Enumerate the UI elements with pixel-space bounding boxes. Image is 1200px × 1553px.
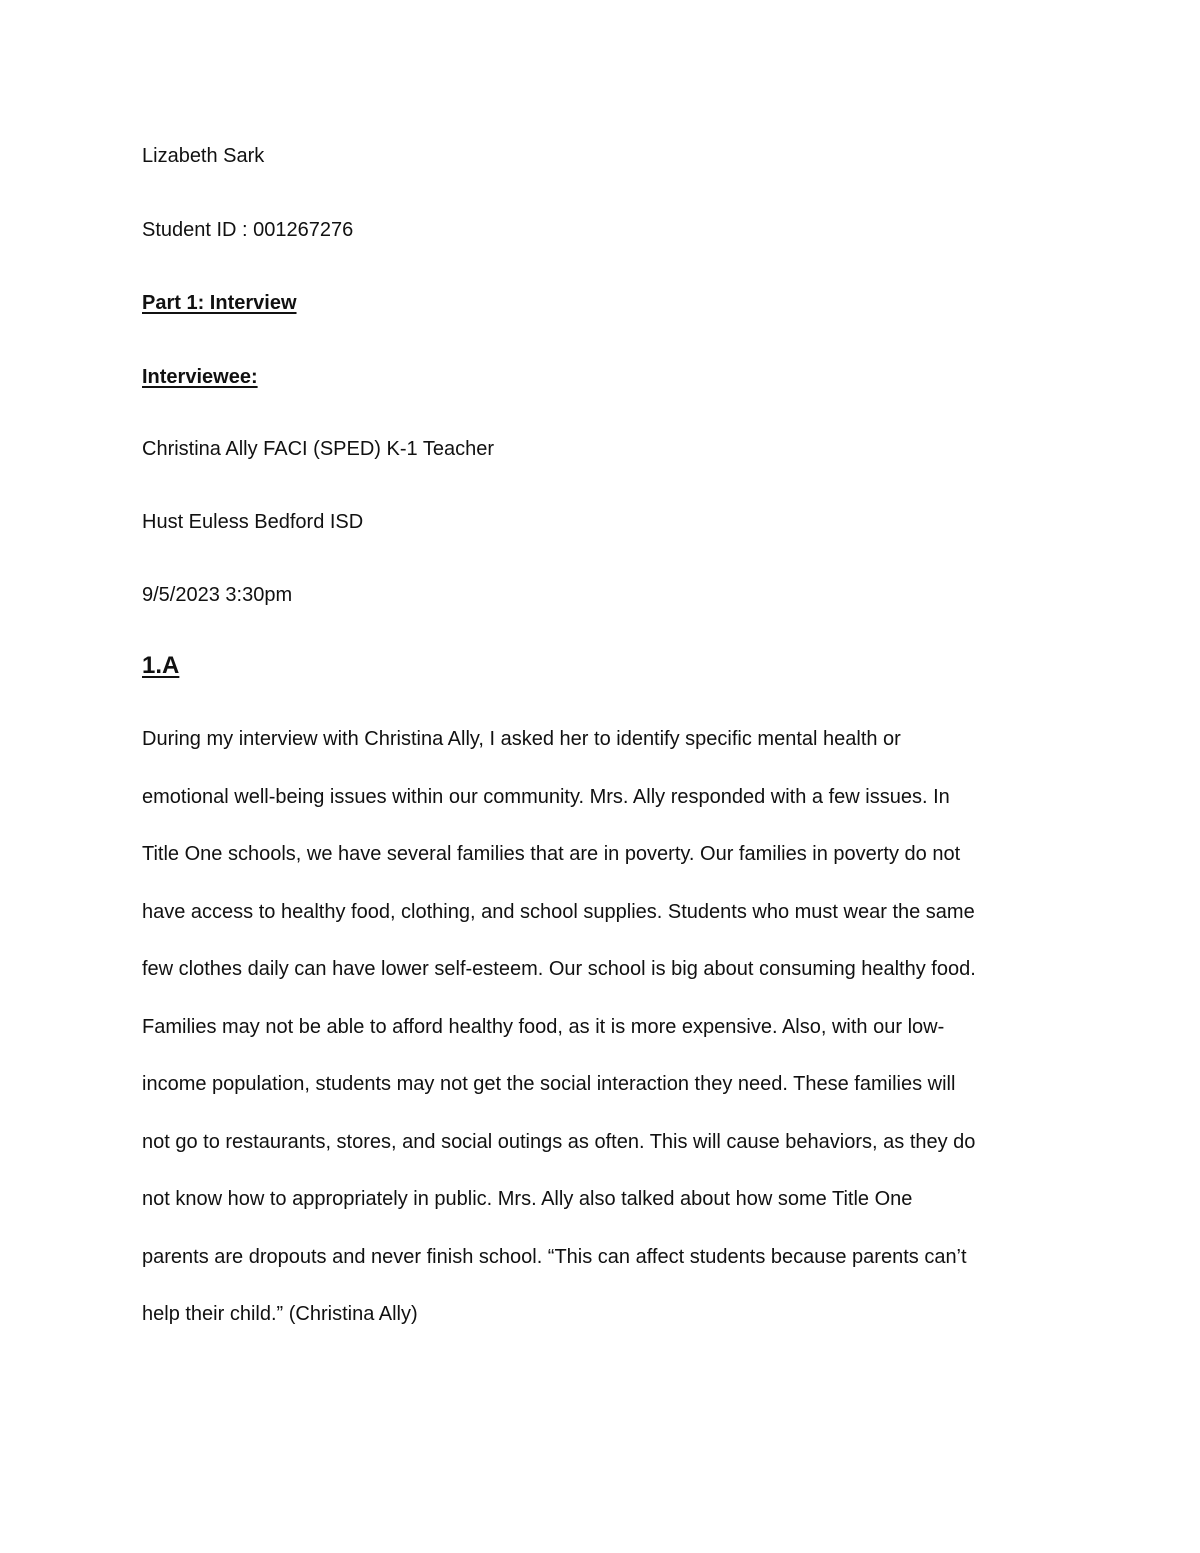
interviewee-label xyxy=(142,365,1062,389)
part-title-text: Part 1: Interview xyxy=(142,292,297,314)
paragraph-line: parents are dropouts and never finish school. “This can affect students because parents can’t xyxy=(142,1245,967,1268)
paragraph-line: emotional well-being issues within our community. Mrs. Ally responded with a few issues. In xyxy=(142,785,950,808)
paragraph-line: few clothes daily can have lower self-esteem. Our school is big about consuming healthy food. xyxy=(142,958,976,980)
paragraph-line: not go to restaurants, stores, and social outings as often. This will cause behaviors, as they do xyxy=(142,1130,976,1153)
paragraph-line: income population, students may not get the social interaction they need. These families will xyxy=(142,1073,956,1095)
student-id: Student ID : 001267276 xyxy=(142,219,354,241)
paragraph-line: help their child.” (Christina Ally) xyxy=(142,1303,418,1325)
interviewee-label-text: Interviewee: xyxy=(142,366,258,388)
part-title xyxy=(142,291,1062,315)
section-heading xyxy=(142,654,1062,679)
interview-datetime: 9/5/2023 3:30pm xyxy=(142,584,293,606)
paragraph-line: Families may not be able to afford healthy food, as it is more expensive. Also, with our low- xyxy=(142,1015,945,1038)
district: Hust Euless Bedford ISD xyxy=(142,511,364,533)
paragraph-line: Title One schools, we have several families that are in poverty. Our families in poverty do not xyxy=(142,843,961,865)
interview-paragraph xyxy=(142,727,1062,1360)
interviewee-name: Christina Ally FACI (SPED) K-1 Teacher xyxy=(142,438,494,460)
author-name: Lizabeth Sark xyxy=(142,145,265,167)
paragraph-line: have access to healthy food, clothing, and school supplies. Students who must wear the same xyxy=(142,900,975,923)
paragraph-line: During my interview with Christina Ally, I asked her to identify specific mental health or xyxy=(142,728,901,750)
section-heading-text: 1.A xyxy=(142,652,180,679)
paragraph-line: not know how to appropriately in public. Mrs. Ally also talked about how some Title One xyxy=(142,1188,913,1210)
